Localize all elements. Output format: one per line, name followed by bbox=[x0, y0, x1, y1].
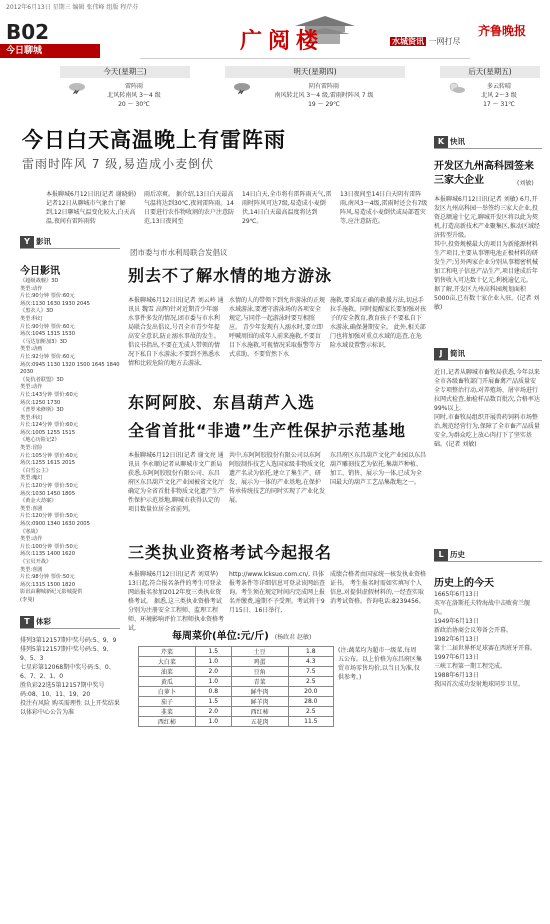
vegetable-price-cell: 1.8 bbox=[288, 647, 333, 657]
paper-name: 齐鲁晚报 bbox=[478, 24, 527, 38]
vegetable-price-cell: 2.5 bbox=[288, 707, 333, 717]
vegetable-price-row bbox=[139, 697, 334, 707]
history-tag: L bbox=[434, 549, 448, 561]
tagline-a: 水城资讯 bbox=[392, 37, 424, 46]
vegetable-price-cell: 鲜牛肉 bbox=[231, 687, 288, 697]
vegetable-price-row bbox=[139, 707, 334, 717]
main-subhead: 雷雨时阵风 7 级,易造成小麦倒伏 bbox=[22, 157, 215, 171]
vegetable-price-cell: 0.8 bbox=[195, 687, 231, 697]
article-headline-swimming: 别去不了解水情的地方游泳 bbox=[128, 266, 333, 285]
news-text: 本报聊城6月12日讯(记者 刘敏) 6月,开发区九州高科园一举签约三家大企业,投资总额逾十亿元,聊城开发区将以此为契机,打造高新技术产业聚集区,推动区域经济转型升级。 其中,投资规模最大的项目为新能源材料生产项目,主要从事锂电池正极材料的研发生产;另外两家企业分别从事精密机械加工和电子信息产品生产,项目建成后年销售收入可达数十亿元,利税逾亿元。 据了解,开发区九州高科园规划面积5000亩,已有数十家企业入驻。(记者 刘敏) bbox=[434, 196, 540, 311]
weather-desc: 多云转晴 bbox=[486, 83, 511, 90]
vegetable-price-cell: 4.3 bbox=[288, 657, 333, 667]
weather-wind: 北风 2～3 级 bbox=[481, 92, 517, 99]
brief-tag: J bbox=[434, 348, 448, 360]
history-title: 历史上的今天 bbox=[434, 578, 494, 589]
vegetable-note: (注:蔬菜均为超市一级菜,每周五公布。以上价格为东昌府区集贸市场零售均价,以当日为准,仅供参考。) bbox=[338, 647, 423, 681]
news-title: 开发区九州高科园签来三家大企业 bbox=[434, 161, 534, 186]
vegetable-price-row bbox=[139, 717, 334, 727]
film-title: 今日影讯 bbox=[20, 266, 60, 277]
history-section-header bbox=[434, 549, 542, 562]
vegetable-price-cell: 大白菜 bbox=[139, 657, 196, 667]
vegetable-price-cell: 土豆 bbox=[231, 647, 288, 657]
weather-day-today bbox=[60, 66, 190, 124]
vegetable-price-row bbox=[139, 647, 334, 657]
lead-column: 本报聊城6月12日讯(记者 谢晓娟) 记者12日从聊城市气象台了解到,12日聊城气温变化较大,白天高温,夜间有雷阵雨转 bbox=[46, 191, 137, 225]
weather-day-label: 明天(星期四) bbox=[225, 66, 405, 78]
vegetable-price-cell: 豆角 bbox=[231, 667, 288, 677]
film-section-header bbox=[20, 236, 120, 249]
weather-day-after bbox=[440, 66, 540, 124]
veg-title-text: 每周菜价(单位:元/斤) bbox=[172, 631, 269, 642]
weather-wind: 南风转北风 3～4 级,雷雨时阵风 7 级 bbox=[274, 92, 374, 99]
vegetable-price-cell: 西红柿 bbox=[139, 717, 196, 727]
vegetable-price-cell: 1.0 bbox=[195, 717, 231, 727]
article-column: 本报聊城6月12日讯(记者 谢文亮 通讯员 李永顺)记者从聊城市文广新局获悉,东阿阿胶股份有限公司、东昌府区东昌葫芦文化产业园被省文化厅确定为全省首批非物质文化遗产生产性保护示范基地,聊城市获得认定的项目数量位居全省前列。 bbox=[128, 452, 225, 513]
vegetable-price-cell: 油菜 bbox=[139, 667, 196, 677]
article-column: 施救,要采取正确的救援方法,切忌手拉手施救。同时提醒家长要加强对孩子的安全教育,教育孩子不要私自下水游泳,确保暑期安全。 此外,相关部门也将加强对重点水域的巡查,在危险水域设置警示标识, bbox=[330, 297, 427, 349]
brief-section-header bbox=[434, 348, 542, 361]
news-label: 快讯 bbox=[450, 137, 465, 146]
date-line: 2012年6月13日 星期三 编辑 张伟峰 组版 程芹芬 bbox=[6, 4, 139, 11]
lottery-results: 排列3第12157期中奖号码:5、9、9 排列5第12157期中奖号码:5、9、9、5、3 七星彩第12068期中奖号码:5、0、6、7、2、1、0 胜负彩22选5第12157期中奖号码:08、10、11、19、20 投注有风险 购买需理性 以上开奖结果以体彩中心公告为准 bbox=[20, 637, 120, 716]
vegetable-price-cell: 1.5 bbox=[195, 697, 231, 707]
page-code: B02 bbox=[6, 20, 50, 44]
lead-column: 13日夜间至14日白天阴有雷阵雨,南风3～4级,雷雨时还会有7级阵风,易造成小麦倒伏或局部雹灾等,应注意防范。 bbox=[340, 191, 428, 225]
vegetable-price-cell: 芹菜 bbox=[139, 647, 196, 657]
news-section-header bbox=[434, 136, 542, 149]
weather-desc: 雷阵雨 bbox=[124, 83, 143, 90]
section-label: 今日聊城 bbox=[0, 44, 100, 58]
film-label: 影讯 bbox=[36, 237, 51, 246]
vegetable-price-row bbox=[139, 667, 334, 677]
lottery-section-header bbox=[20, 616, 120, 629]
vegetable-price-cell: 11.5 bbox=[288, 717, 333, 727]
lottery-label: 体彩 bbox=[36, 617, 51, 626]
film-tag: Y bbox=[20, 236, 34, 248]
vegetable-price-cell: 白萝卜 bbox=[139, 687, 196, 697]
article-column: 本报聊城6月12日讯(记者 刘云岭 通讯员 魏雪 高辉)针对近期青少年溺水事件多发的情况,团市委与市水利局联合发出倡议,号召全市青少年提高安全意识,防止溺水事故的发生。 倡议书指出,不要在无成人带领的情况下私自下水游泳;不要到不熟悉水情和比较危险的地方去游泳, bbox=[128, 297, 224, 367]
vegetable-price-cell: 1.0 bbox=[195, 677, 231, 687]
brief-text: 近日,记者从聊城市畜牧局获悉,今年以来全市各级畜牧部门开展畜禽产品质量安全专项整治行动,对养殖场、屠宰场进行拉网式检查,抽检样品数百批次,合格率达99%以上。 同时,市畜牧局组织开展兽药饲料市场整治,规范经营行为,保障了全市畜产品质量安全,为群众吃上放心肉打下了坚实基础。(记者 刘敏) bbox=[434, 369, 540, 448]
veg-credit: (杨政君 赵敏) bbox=[274, 634, 312, 641]
lead-column: 14日白天,全市将有雷阵雨天气,雷雨时阵风可达7级,易造成小麦倒伏,14日白天最高温度将达到29℃。 bbox=[242, 191, 332, 225]
vegetable-price-title bbox=[172, 627, 311, 642]
article-column: http://www.lcksuo.com.cn/, 具体报考条件等详细信息可登录该网站查询。考生须在规定时间内完成网上报名并缴费,逾期不予受理。考试将于9月15日、16日举行, bbox=[229, 571, 326, 614]
weather-day-label: 今天(星期三) bbox=[60, 66, 190, 78]
vegetable-price-cell: 鸡蛋 bbox=[231, 657, 288, 667]
film-listings: 《超级战舰》3D 类型:动作 片长:90分钟 票价:60元 场次:1130 1630 1930 2045 《黑衣人》3D 类型:科幻 片长:90分钟 票价:60元 场次:1045 1315 1530 《马达加斯加3》3D 类型:动画 片长:92分钟 票价:60元 场次:0945 1130 1320 1500 1645 1840 2030 《复仇者联盟》3D 类型:动作 片长:143分钟 票价:60元 场次:1250 1730 《普罗米修斯》3D 类型:科幻 片长:124分钟 票价:60元 场次:1005 1255 1515 《地心历险记2》 类型:冒险 片长:105分钟 票价:60元 场次:1255 1615 2015 《白雪公主》 类型:魔幻 片长:120分钟 票价:50元 场次:1030 1450 1805 《黄金大劫案》 类型:喜剧 片长:120分钟 票价:50元 场次:0900 1340 1630 2005 《寒战》 类型:动作 片长:100分钟 票价:50元 场次:1135 1400 1620 《宝贝开战》 类型:喜剧 片长:98分钟 票价:50元 场次:1315 1500 1820 影讯由聊城新纪元影城提供 (李曼) bbox=[20, 278, 120, 603]
masthead bbox=[0, 0, 550, 60]
article-headline-exam: 三类执业资格考试今起报名 bbox=[128, 543, 333, 562]
vegetable-price-cell: 2.0 bbox=[195, 707, 231, 717]
article-kicker: 团市委与市水利局联合发倡议 bbox=[130, 248, 228, 257]
history-label: 历史 bbox=[450, 550, 465, 559]
column-tagline bbox=[390, 36, 461, 47]
vegetable-price-cell: 20.0 bbox=[288, 687, 333, 697]
vegetable-price-row bbox=[139, 687, 334, 697]
vegetable-price-cell: 鲜羊肉 bbox=[231, 697, 288, 707]
article-column: 成绩合格者由国家统一核发执业资格证书。 考生报名时需如实填写个人信息,对提供虚假材料的,一经查实取消考试资格。咨询电话:8239456。 bbox=[330, 571, 427, 605]
vegetable-price-cell: 1.0 bbox=[195, 657, 231, 667]
vegetable-price-cell: 28.0 bbox=[288, 697, 333, 707]
article-column: 东昌府区东昌葫芦文化产业园以东昌葫芦雕刻技艺为依托,集葫芦种植、加工、销售、展示为一体,已成为全国最大的葫芦工艺品集散地之一。 bbox=[330, 452, 427, 486]
main-headline: 今日白天高温晚上有雷阵雨 bbox=[22, 128, 286, 152]
tagline-b: 一网打尽 bbox=[428, 37, 461, 46]
brand-area bbox=[140, 6, 470, 59]
weather-wind: 北风转南风 3～4 级 bbox=[107, 92, 161, 99]
cloudy-thunder-icon bbox=[233, 82, 251, 94]
thunderstorm-icon bbox=[68, 82, 86, 94]
article-headline-heritage-1: 东阿阿胶、东昌葫芦入选 bbox=[128, 393, 316, 412]
weather-credit: (刘敏) bbox=[517, 180, 534, 187]
vegetable-price-cell: 韭菜 bbox=[139, 707, 196, 717]
vegetable-price-row bbox=[139, 677, 334, 687]
vegetable-price-cell: 五花肉 bbox=[231, 717, 288, 727]
weather-temp: 17 ～ 31℃ bbox=[483, 101, 515, 108]
article-column: 水情的人的带领下到允许游泳的正规水域游泳,要遵守游泳场的各项安全规定,与同伴一起游泳时要互相照应。 青少年发现有人溺水时,要立即呼喊周围的成年人前来施救,不要盲目下水施救,可视情况采取报警等方式求助。不要贸然下水 bbox=[229, 297, 326, 358]
vegetable-price-cell: 7.5 bbox=[288, 667, 333, 677]
partly-sunny-icon bbox=[448, 82, 466, 94]
article-headline-heritage-2: 全省首批“非遗”生产性保护示范基地 bbox=[128, 421, 407, 440]
vegetable-price-cell: 2.5 bbox=[288, 677, 333, 687]
news-tag: K bbox=[434, 136, 448, 148]
vegetable-price-cell: 1.5 bbox=[195, 647, 231, 657]
weather-desc: 阴有雷阵雨 bbox=[308, 83, 339, 90]
vegetable-price-cell: 西红柿 bbox=[231, 707, 288, 717]
brief-label: 简讯 bbox=[450, 349, 465, 358]
vegetable-price-cell: 2.0 bbox=[195, 667, 231, 677]
vegetable-price-cell: 黄瓜 bbox=[139, 677, 196, 687]
vegetable-price-cell: 青菜 bbox=[231, 677, 288, 687]
weather-day-label: 后天(星期五) bbox=[440, 66, 540, 78]
lottery-tag: T bbox=[20, 616, 34, 628]
weather-temp: 20 ～ 30℃ bbox=[118, 101, 150, 108]
article-column: 本报聊城6月12日讯(记者 刘双华) 13日起,符合报名条件的考生可登录网站报名参加2012年度三类执业资格考试。 据悉,这三类执业资格考试分别为注册安全工程师、监理工程师、环境影响评价工程师执业资格考试, bbox=[128, 571, 225, 632]
vegetable-price-row bbox=[139, 657, 334, 667]
weather-day-tomorrow bbox=[225, 66, 405, 124]
vegetable-price-table bbox=[138, 646, 334, 727]
lead-column: 雨后凉爽。 据介绍,13日白天最高气温将达到30℃,夜间雷阵雨。14日要进行农作物收割的农户注意防范,13日夜间至 bbox=[144, 191, 235, 225]
history-text: 1665年6月13日 英军在洛斯托夫特海战中击败荷兰舰队。 1949年6月13日 新政治协商会议筹备会开幕。 1982年6月13日 第十二届世界杯足球赛在西班牙开幕。 1997年6月13日 三峡工程第一期工程完成。 1988年6月13日 我国首次成功发射地球同步卫星。 bbox=[434, 591, 537, 688]
weather-temp: 19 ～ 29℃ bbox=[308, 101, 340, 108]
article-column: 共中,东阿阿胶股份有限公司以东阿阿胶制作技艺入选国家级非物质文化遗产名录为依托,建立了集生产、研发、展示为一体的产业基地,在保护传承传统技艺的同时实现了产业化发展。 bbox=[229, 452, 326, 504]
column-title: 广阅楼 bbox=[240, 29, 325, 54]
vegetable-price-cell: 茄子 bbox=[139, 697, 196, 707]
